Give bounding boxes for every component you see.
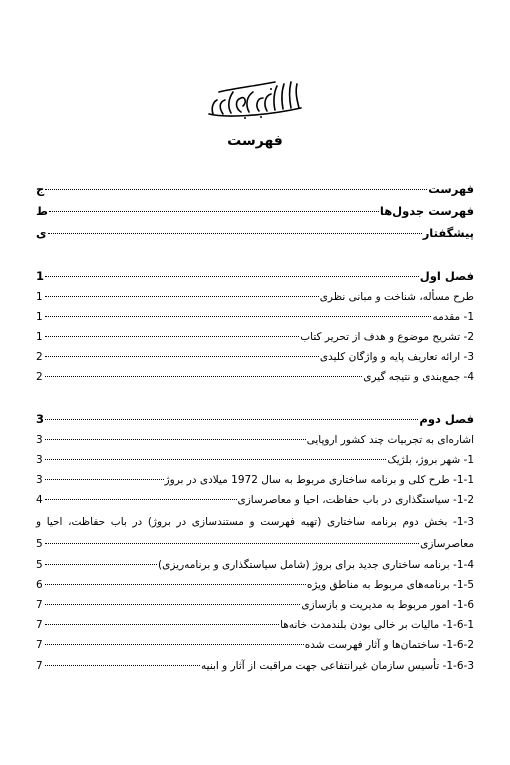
toc-entry[interactable]: 1-6-1- مالیات بر خالی بودن بلندمدت خانه‌ها 7 [36,619,474,631]
toc-entry[interactable]: 3- ارائه تعاریف پایه و واژگان کلیدی 2 [36,351,474,363]
toc-entry[interactable]: 1-6-3- تأسیس سازمان غیرانتفاعی جهت مراقبت از آثار و ابنیه 7 [36,660,474,672]
toc-entry[interactable]: 1-2- سیاستگذاری در باب حفاظت، احیا و معاصرسازی 4 [36,494,474,506]
toc-entry[interactable]: 1-4- برنامه ساختاری جدید برای بروژ (شامل سیاستگذاری و برنامه‌ریزی) 5 [36,559,474,571]
basmala-calligraphy [205,78,305,120]
toc-entry[interactable]: پیشگفتار ی [36,226,474,240]
toc-entry[interactable]: 2- تشریح موضوع و هدف از تحریر کتاب 1 [36,331,474,343]
toc-entry-wrapped-line[interactable]: 1-3- بخش دوم برنامه ساختاری (تهیه فهرست و مستندسازی در بروژ) در باب حفاظت، احیا و [36,516,474,528]
chapter-heading[interactable]: فصل دوم 3 [36,412,474,426]
toc-entry[interactable]: طرح مسأله، شناخت و مبانی نظری 1 [36,291,474,303]
toc-entry[interactable]: 1- شهر بروژ، بلژیک 3 [36,454,474,466]
toc-entry[interactable]: 4- جمع‌بندی و نتیجه گیری 2 [36,371,474,383]
toc-entry[interactable]: فهرست جدول‌ها ط [36,204,474,218]
toc-entry[interactable]: 1-6-2- ساختمان‌ها و آثار فهرست شده 7 [36,639,474,651]
toc-entry[interactable]: 1- مقدمه 1 [36,311,474,323]
page-title: فهرست [227,133,283,149]
toc-entry[interactable]: معاصرسازی 5 [36,538,474,550]
toc-entry[interactable]: اشاره‌ای به تجربیات چند کشور اروپایی 3 [36,434,474,446]
toc-entry[interactable]: 1-1- طرح کلی و برنامه ساختاری مربوط به سال 1972 میلادی در بروژ 3 [36,474,474,486]
toc-entry[interactable]: 1-5- برنامه‌های مربوط به مناطق ویژه 6 [36,579,474,591]
toc-entry[interactable]: 1-6- امور مربوط به مدیریت و بازسازی 7 [36,599,474,611]
chapter-heading[interactable]: فصل اول 1 [36,269,474,283]
toc-entry[interactable]: فهرست ج [36,182,474,196]
calligraphy-icon [205,78,305,120]
